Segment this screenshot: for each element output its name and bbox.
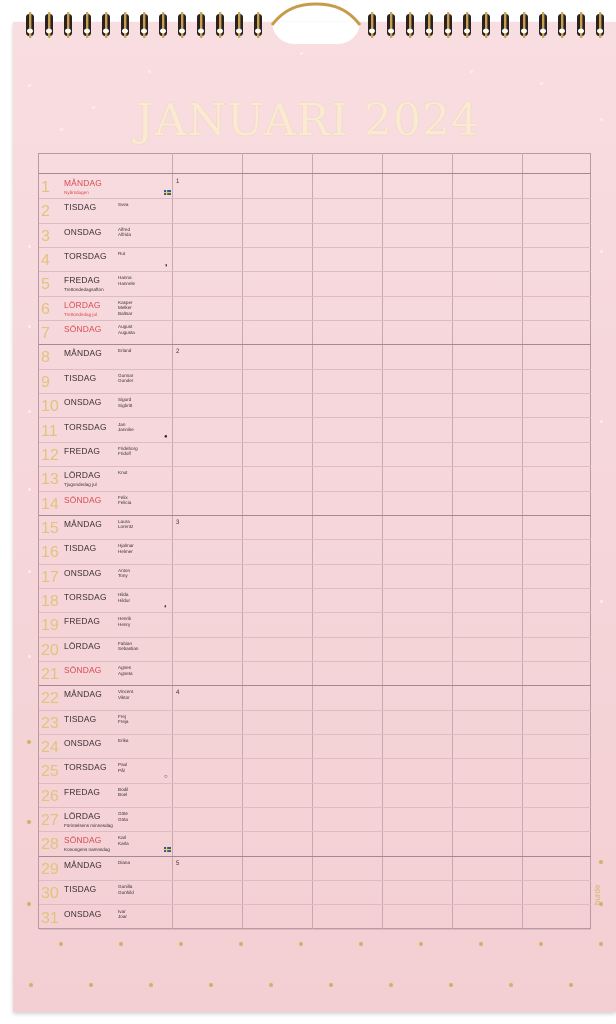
decor-dot [509,983,513,987]
name-day: Fabian Sebastian [118,640,139,652]
decor-dot [299,942,303,946]
decor-dot [28,410,31,413]
binding-coil [254,12,262,38]
decor-dot [269,983,273,987]
name-day: Vincent Viktor [118,689,134,700]
day-number: 18 [41,592,59,610]
weekday-name: SÖNDAG [64,665,102,675]
binding-coil [159,12,167,38]
binding-coil [539,12,547,38]
day-row [39,394,591,418]
decor-dot [449,983,453,987]
weekday-name: TORSDAG [64,591,107,602]
day-row [39,492,591,516]
day-row [39,857,591,881]
moon-phase-icon: ● [164,433,168,440]
day-number: 20 [41,641,59,659]
day-row [39,565,591,589]
weekday-name: MÅNDAG [64,178,102,188]
day-row [39,199,591,223]
decor-dot [209,983,213,987]
day-number: 9 [41,373,50,391]
day-number: 30 [41,885,59,903]
name-day: Diana [118,859,131,865]
binding-coil [140,12,148,38]
day-row [39,638,591,662]
decor-dot [60,128,63,131]
weekday-name: ONSDAG [64,738,102,749]
name-day: Frej Freja [118,713,129,725]
day-number: 4 [41,252,50,270]
binding-coil [444,12,452,38]
day-row [39,248,591,272]
day-number: 21 [41,666,59,683]
day-number: 3 [41,227,50,245]
decor-dot [329,983,333,987]
weekday-name: SÖNDAG [64,324,102,335]
day-row [39,832,591,856]
name-day: Göte Göta [118,811,128,822]
weekday-name: LÖRDAG [64,299,101,310]
day-number: 7 [41,325,50,343]
day-number: 10 [41,398,59,416]
binding-coil [596,12,604,38]
hanger-hook [272,4,360,25]
day-row [39,735,591,759]
name-day: Sigurd Sigbritt [118,397,133,408]
decor-dot [600,250,603,253]
day-row [39,467,591,491]
weekday-name: FREDAG [64,786,101,797]
decor-dot [600,600,603,603]
day-row [39,321,591,345]
decor-dot [300,52,303,55]
day-row [39,711,591,735]
binding-coil [368,12,376,38]
month-title: JANUARI 2024 [136,95,480,146]
decor-dot [148,70,151,73]
holiday-label: Förintelsens minnesdag [64,823,113,829]
day-number: 5 [41,276,50,294]
day-number: 29 [41,860,59,878]
day-number: 24 [41,739,59,757]
binding-coil [45,12,53,38]
name-day: Svea [118,202,129,208]
decor-dot [28,84,31,87]
day-row [39,345,591,369]
binding-coil [406,12,414,38]
name-day: Kasper Melker Baltsar [118,299,133,316]
name-day: Henrik Henry [118,616,132,627]
day-number: 13 [41,471,59,489]
binding-coil [482,12,490,38]
day-number: 31 [41,909,59,927]
decor-dot [569,983,573,987]
day-number: 23 [41,714,59,732]
day-row [39,419,591,443]
day-row [39,370,591,394]
weekday-name: LÖRDAG [64,811,101,822]
day-row [39,516,591,540]
binding-coil [577,12,585,38]
holiday-label: Tjugondedag jul [64,482,97,488]
name-day: Ivar Joar [118,908,127,920]
name-day: Laura Lorentz [118,518,134,530]
name-day: Hilda Hildur [118,591,130,603]
day-row [39,759,591,783]
holiday-label: Trettondedagsafton [64,287,104,293]
weekday-name: TORSDAG [64,762,107,773]
day-row [39,613,591,637]
binding-coil [463,12,471,38]
binding-coil [387,12,395,38]
decor-dot [239,942,243,946]
day-row [39,272,591,296]
name-day: Hanna Hannele [118,275,136,286]
day-row [39,808,591,832]
decor-dot [28,325,31,328]
weekday-name: ONSDAG [64,567,102,578]
weekday-name: TISDAG [64,202,97,213]
decor-dot [28,570,31,573]
decor-dot [28,245,31,248]
weekday-name: MÅNDAG [64,518,102,529]
day-number: 6 [41,300,50,318]
weekday-name: ONSDAG [64,397,102,408]
week-number: 3 [176,519,180,526]
wire-binding [0,0,616,48]
day-row [39,662,591,686]
decor-dot [470,70,473,73]
name-day: Gunnar Gunder [118,372,134,384]
decor-dot [540,82,543,85]
flag-icon [164,847,171,854]
moon-phase-icon: ◐ [164,603,168,610]
weekday-name: FREDAG [64,275,101,286]
name-day: Gunilla Gunhild [118,884,134,895]
name-day: Bodil Boel [118,786,129,798]
row-divider [39,929,591,930]
decor-dot [27,820,31,824]
day-row [39,906,591,930]
name-day: Knut [118,470,128,476]
decor-dot [600,118,603,121]
weekday-name: FREDAG [64,616,101,627]
week-number: 5 [176,860,180,867]
day-number: 2 [41,203,50,221]
weekday-name: LÖRDAG [64,470,101,481]
flag-icon [164,190,171,197]
brand-logo: burde [593,884,602,905]
day-number: 15 [41,519,59,537]
name-day: Agnes Agneta [118,665,133,676]
week-number: 2 [176,349,180,356]
binding-coil [425,12,433,38]
day-row [39,589,591,613]
decor-dot [389,983,393,987]
binding-coil [501,12,509,38]
weekday-name: MÅNDAG [64,689,102,700]
decor-dot [599,942,603,946]
decor-dot [59,942,63,946]
weekday-name: TISDAG [64,713,97,724]
binding-coil [64,12,72,38]
name-day: Rut [118,251,126,257]
weekday-name: TORSDAG [64,421,107,432]
holiday-label: Trettondedag jul [64,311,98,317]
binding-coil [178,12,186,38]
name-day: Karl Karla [118,835,129,847]
name-day: Frideborg Fridolf [118,445,138,457]
decor-dot [539,942,543,946]
decor-dot [29,983,33,987]
day-number: 25 [41,763,59,781]
decor-dot [179,942,183,946]
day-number: 26 [41,787,59,805]
name-day: Alfred Alfrida [118,226,132,238]
weekday-name: MÅNDAG [64,859,102,870]
holiday-label: Konungens namnsdag [64,847,110,853]
decor-dot [600,420,603,423]
weekday-name: ONSDAG [64,226,102,237]
name-day: Hjalmar Helmer [118,543,134,554]
decor-dot [359,942,363,946]
day-row [39,443,591,467]
week-number: 4 [176,690,180,697]
day-number: 16 [41,544,59,562]
name-day: August Augusta [118,324,135,335]
weekday-name: MÅNDAG [64,348,102,359]
decor-dot [89,983,93,987]
day-number: 14 [41,495,59,513]
binding-coil [520,12,528,38]
binding-coil [83,12,91,38]
day-row [39,540,591,564]
weekday-name: SÖNDAG [64,494,102,505]
weekday-name: ONSDAG [64,908,102,919]
day-number: 27 [41,812,59,830]
weekday-name: TORSDAG [64,251,107,262]
decor-dot [92,106,95,109]
day-row [39,175,591,199]
decor-dot [149,983,153,987]
day-row [39,881,591,905]
weekday-name: SÖNDAG [64,835,102,846]
decor-dot [28,655,31,658]
decor-dot [27,902,31,906]
binding-coil [558,12,566,38]
binding-coil [102,12,110,38]
name-day: Erika [118,738,129,744]
name-day: Erland [118,348,132,354]
holiday-label: Nyårsdagen [64,190,89,195]
day-number: 8 [41,349,50,367]
decor-dot [479,942,483,946]
name-day: Jan Jannike [118,421,134,433]
day-row [39,784,591,808]
weekday-name: TISDAG [64,372,97,383]
day-number: 17 [41,568,59,586]
decor-dot [419,942,423,946]
name-day: Felix Felicia [118,494,132,506]
weekday-name: TISDAG [64,884,97,895]
weekday-name: TISDAG [64,543,97,554]
decor-dot [27,740,31,744]
day-number: 19 [41,617,59,635]
day-row [39,686,591,710]
day-number: 22 [41,690,59,708]
binding-coil [235,12,243,38]
binding-coil [121,12,129,38]
day-number: 28 [41,836,59,854]
week-number: 1 [176,179,180,185]
day-number: 1 [41,179,50,196]
day-number: 12 [41,446,59,464]
binding-coil [197,12,205,38]
binding-coil [216,12,224,38]
day-row [39,224,591,248]
decor-dot [28,488,31,491]
day-number: 11 [41,422,58,440]
moon-phase-icon: ◑ [164,263,168,270]
name-day: Anton Tony [118,567,131,579]
moon-phase-icon: ○ [164,774,168,781]
weekday-name: LÖRDAG [64,640,101,651]
decor-dot [599,860,603,864]
weekday-name: FREDAG [64,445,101,456]
header-row [39,153,591,174]
binding-coil [26,12,34,38]
day-row [39,297,591,321]
decor-dot [119,942,123,946]
name-day: Paul Pål [118,762,128,773]
